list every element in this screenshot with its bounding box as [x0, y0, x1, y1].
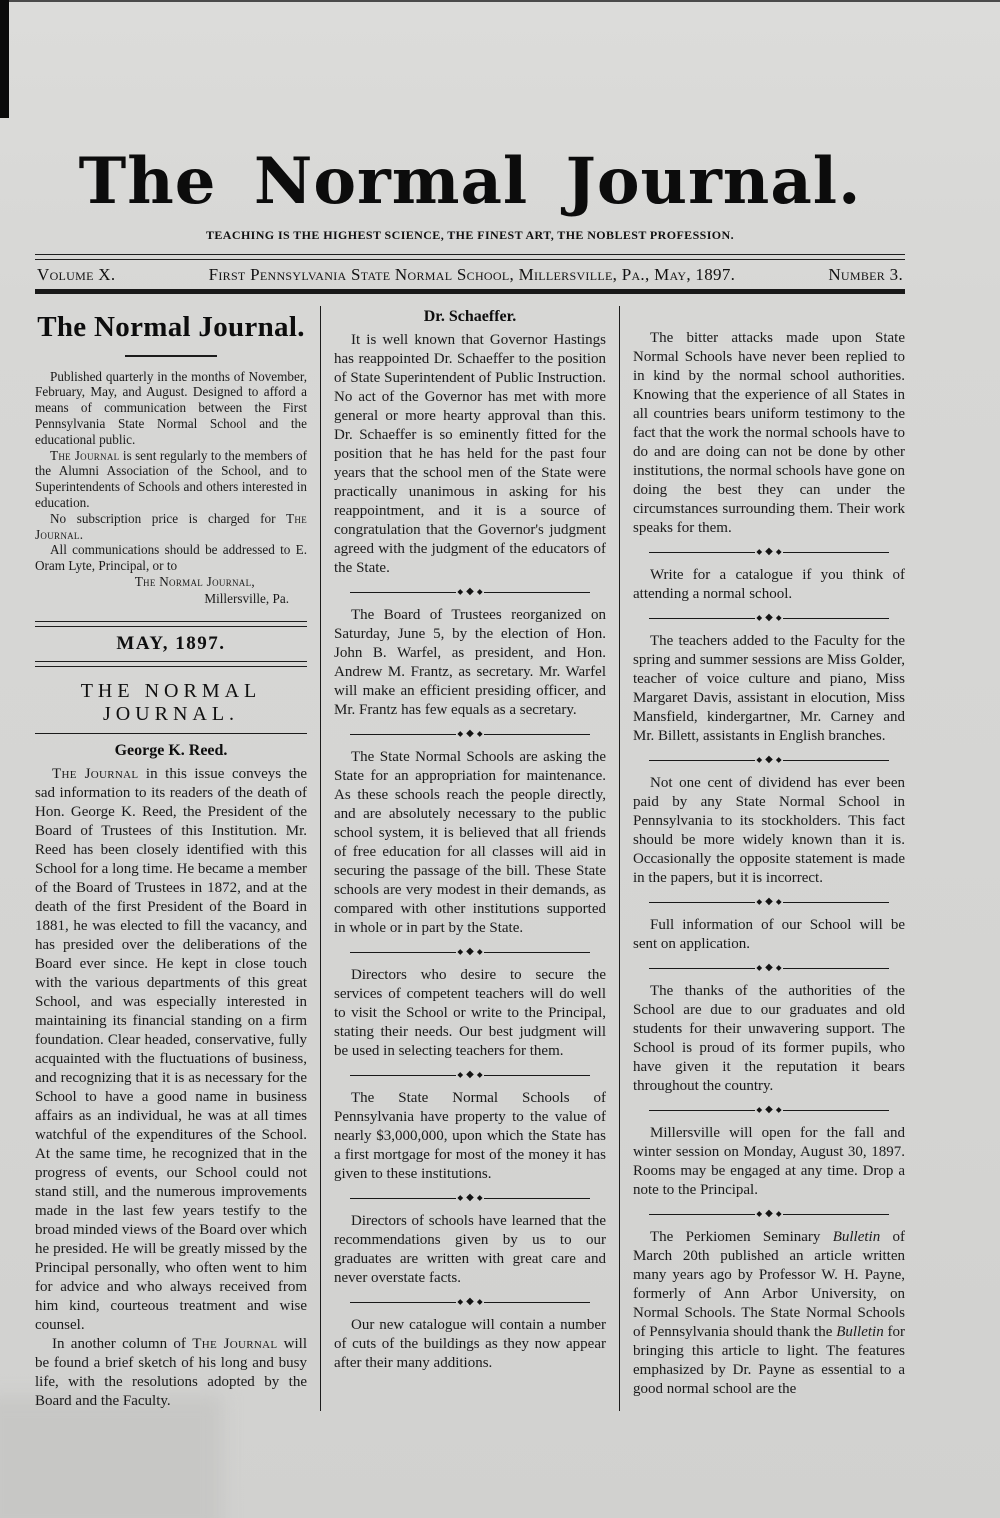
about-paragraph: No subscription price is charged for The Journal. — [35, 510, 307, 542]
about-paragraph: The Journal is sent regularly to the members of the Alumni Association of the School, and to Superintendents of Schools and others interested in education. — [35, 447, 307, 511]
ornamental-divider: ◆ ◆ ◆ — [649, 1209, 889, 1219]
issue-line: First Pennsylvania State Normal School, Millersville, Pa., May, 1897. — [208, 265, 736, 285]
about-paragraph: All communications should be addressed to E. Oram Lyte, Principal, or to — [35, 542, 307, 574]
obituary-paragraph: In another column of The Journal will be found a brief sketch of his long and busy life, with the resolutions adopted by the Board and the Faculty. — [35, 1336, 308, 1410]
ornamental-divider: ◆ ◆ ◆ — [649, 1105, 889, 1115]
middle-column — [321, 306, 620, 1411]
short-rule — [125, 355, 217, 357]
ornamental-divider: ◆ ◆ ◆ — [649, 547, 889, 557]
schaeffer-heading: Dr. Schaeffer. — [423, 308, 517, 326]
masthead-tagline: TEACHING IS THE HIGHEST SCIENCE, THE FINEST ART, THE NOBLEST PROFESSION. — [206, 228, 734, 243]
news-item: The Perkiomen Seminary Bulletin of March 20th published an article written many years ago by Professor W. H. Payne, formerly of Ann Arbor University, on Normal Schools. The State Normal Schools of Pennsylvania should thank the Bulletin for bringing this article to light. The features emphasized by Dr. Payne as essential to a good normal school are the — [633, 1229, 906, 1398]
news-item: The thanks of the authorities of the School are due to our graduates and old students for their unwavering support. The School is proud of its former pupils, who have given it the reputation it bears throughout the country. — [633, 983, 905, 1095]
news-item: Millersville will open for the fall and winter session on Monday, August 30, 1897. Rooms may be engaged at any time. Drop a note to the Principal. — [633, 1125, 905, 1199]
ornamental-divider: ◆ ◆ ◆ — [649, 897, 889, 907]
journal-address-city: Millersville, Pa. — [204, 590, 289, 606]
date-heading: MAY, 1897. — [116, 633, 226, 655]
news-item: Directors of schools have learned that the recommendations given by us to our graduates are written with great care and never overstate facts. — [334, 1213, 606, 1287]
section-heading: THE NORMAL JOURNAL. — [80, 680, 262, 726]
news-item: The bitter attacks made upon State Normal Schools have never been replied to in kind by the normal school authorities. Knowing that the experience of all States in all countries bears uniform testimony to the fact that the work the normal schools have to do and are doing can not be done by other institutions, the normal schools have gone on doing the best they can under the circumstances surrounding them. Their work speaks for them. — [633, 330, 905, 537]
ornamental-divider: ◆ ◆ ◆ — [350, 729, 590, 739]
news-item: Full information of our School will be sent on application. — [633, 917, 905, 953]
journal-address-name: The Normal Journal, — [134, 574, 255, 590]
date-rule-bottom — [35, 661, 307, 667]
news-item: The Board of Trustees reorganized on Saturday, June 5, by the election of Hon. John B. Warfel, as president, and Hon. Andrew M. Frantz, as secretary. Mr. Warfel will make an efficient presiding officer, and Mr. Frantz has few equals as a secretary. — [334, 607, 606, 719]
scan-corner-shadow — [0, 1396, 222, 1518]
ornamental-divider: ◆ ◆ ◆ — [350, 1070, 590, 1080]
news-item: Write for a catalogue if you think of attending a normal school. — [633, 567, 905, 603]
date-rule-top — [35, 621, 307, 627]
ornamental-divider: ◆ ◆ ◆ — [350, 1297, 590, 1307]
obituary-heading: George K. Reed. — [114, 742, 228, 760]
masthead — [35, 0, 905, 243]
scan-edge-left-strip — [0, 0, 9, 118]
volume-label: Volume X. — [37, 265, 116, 285]
news-item: The State Normal Schools are asking the State for an appropriation for maintenance. As these schools reach the people directly, and are absolutely necessary to the public school system, it is believed that all friends of free education for all classes will aid in securing the passage of the bill. These State schools are very modest in their demands, as compared with other institutions supported in whole or in part by the State. — [334, 749, 606, 937]
ornamental-divider: ◆ ◆ ◆ — [350, 587, 590, 597]
news-item: The State Normal Schools of Pennsylvania have property to the value of nearly $3,000,000, upon which the State has a first mortgage for most of the money it has given to these institutions. — [334, 1090, 606, 1183]
left-column — [35, 306, 321, 1411]
section-heading-rule — [35, 733, 307, 734]
news-item: Directors who desire to secure the services of competent teachers will do well to visit the School or write to the Principal, stating their needs. Our best judgment will be used in selecting teachers for them. — [334, 967, 606, 1060]
ornamental-divider: ◆ ◆ ◆ — [350, 1193, 590, 1203]
ornamental-divider: ◆ ◆ ◆ — [649, 613, 889, 623]
ornamental-divider: ◆ ◆ ◆ — [649, 755, 889, 765]
about-paragraph: Published quarterly in the months of November, February, May, and August. Designed to afford a means of communication between the First Pennsylvania State Normal School and the educational public. — [35, 368, 307, 447]
obituary-paragraph: The Journal in this issue conveys the sad information to its readers of the death of Hon. George K. Reed, the President of the Board of Trustees of this Institution. Mr. Reed has been closely identified with this School for a long time. He became a member of the Board of Trustees in 1872, and at the death of the first President of the Board in 1881, he was elected to fill the vacancy, and has presided over the deliberations of the Board ever since. He kept in close touch with the various departments of this great School, and was especially interested in maintaining its financial standing on a firm foundation. Clear headed, conservative, fully acquainted with the fluctuations of business, and recognizing that it is as necessary for the School to have a good name in business affairs as an individual, he was at all times watchful of the expenditures of the School. At the same time, he recognized that in the progress of events, our School could not stand still, and the numerous improvements made in the last few years testify to the broad minded views of the Board over which he presided. He will be greatly missed by the Principal personally, who often went to him for advice and who always received from him kind, courteous treatment and wise counsel. — [35, 766, 307, 1334]
dateline — [35, 260, 905, 289]
ornamental-divider: ◆ ◆ ◆ — [649, 963, 889, 973]
newspaper-title: The Normal Journal. — [78, 144, 862, 219]
header-rule-thick — [35, 289, 905, 294]
news-item: The teachers added to the Faculty for the spring and summer sessions are Miss Golder, teacher of voice culture and piano, Miss Margaret Davis, assistant in elocution, Miss Mansfield, kindergartner, Mr. Carney and Mr. Billett, assistants in English branches. — [633, 633, 905, 745]
right-column — [620, 306, 905, 1411]
news-item: It is well known that Governor Hastings has reappointed Dr. Schaeffer to the position of State Superintendent of Public Instruction. No act of the Governor has met with more general or more hearty approval than this. Dr. Schaeffer is so eminently fitted for the position that he has held for the past four years that the school men of the State were practically unanimous in asking for his reappointment, and it is a source of congratulation that the Governor's judgment agreed with the judgment of the educators of the State. — [334, 332, 606, 577]
number-label: Number 3. — [828, 265, 903, 285]
columns — [35, 306, 905, 1411]
news-item: Our new catalogue will contain a number of cuts of the buildings as they now appear after their many additions. — [334, 1317, 606, 1372]
page-sheet — [35, 0, 905, 1411]
journal-box-title: The Normal Journal. — [37, 311, 305, 344]
news-item: Not one cent of dividend has ever been paid by any State Normal School in Pennsylvania to its stockholders. This fact should be more widely known than it is. Occasionally the opposite statement is made in the papers, but it is incorrect. — [633, 775, 905, 887]
ornamental-divider: ◆ ◆ ◆ — [350, 947, 590, 957]
